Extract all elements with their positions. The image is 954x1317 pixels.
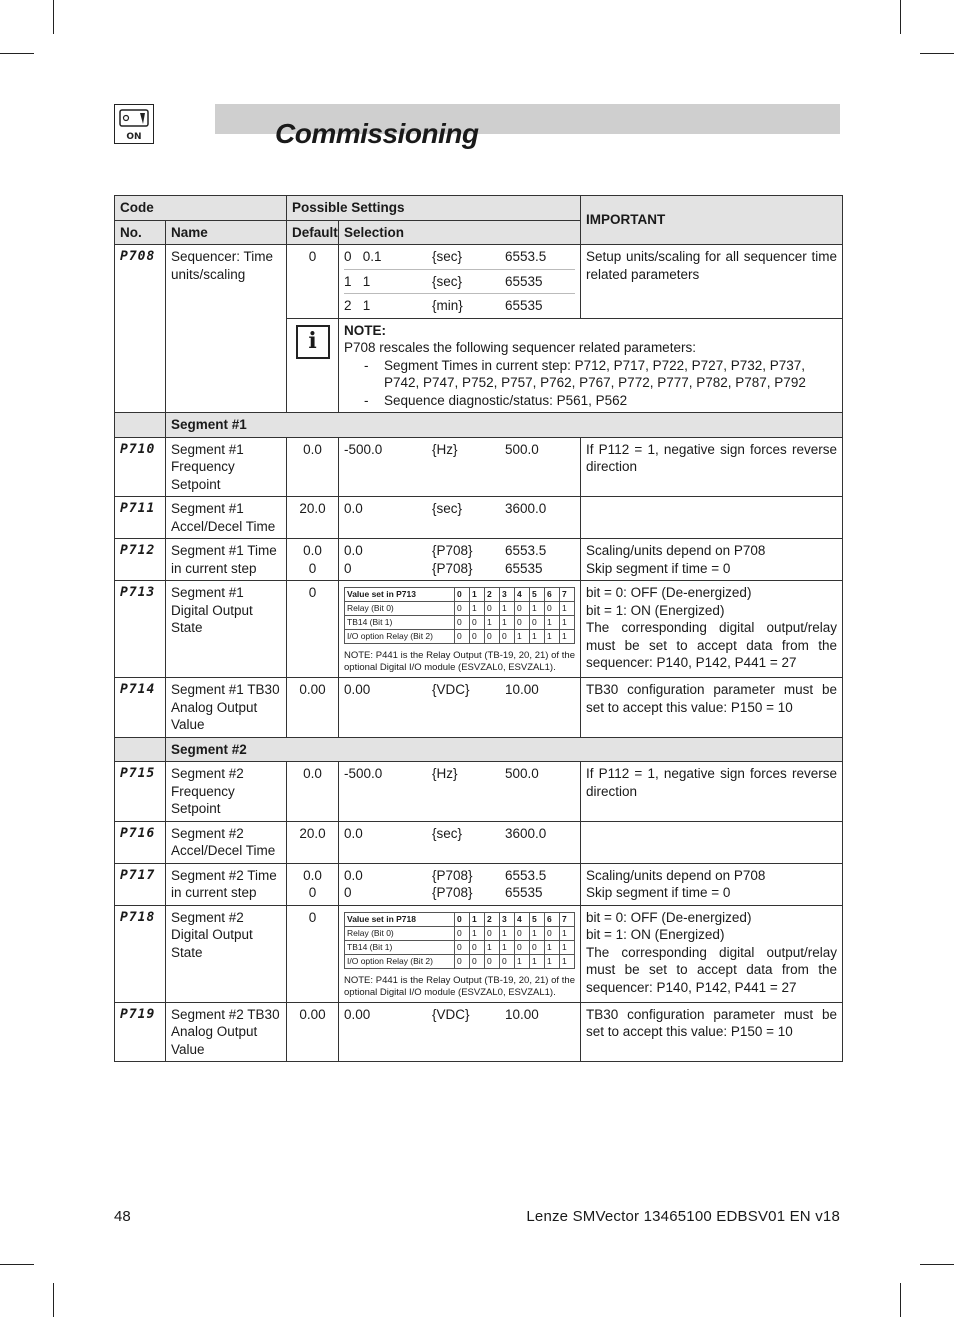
- param-selection: -500.0 {Hz} 500.0: [339, 437, 581, 497]
- note-item: - Sequence diagnostic/status: P561, P562: [364, 392, 837, 410]
- table-row: [115, 497, 843, 539]
- parameter-table: [114, 195, 843, 1062]
- header-selection: Selection: [339, 220, 581, 245]
- param-name: Segment #1 Time in current step: [166, 539, 287, 581]
- selection-value: 0 0.1: [344, 249, 382, 264]
- param-default: 0.00: [287, 1002, 339, 1062]
- param-name: Segment #2 TB30 Analog Output Value: [166, 1002, 287, 1062]
- param-important: If P112 = 1, negative sign forces reverse direction: [581, 762, 843, 822]
- param-selection: -500.0 {Hz} 500.0: [339, 762, 581, 822]
- param-important: Scaling/units depend on P708 Skip segment if time = 0: [581, 863, 843, 905]
- table-row: [115, 1002, 843, 1062]
- param-important: bit = 0: OFF (De-energized) bit = 1: ON (Energized) The corresponding digital output/relay must be set to accept data from the sequencer: P140, P142, P441 = 27: [581, 581, 843, 678]
- table-row: [115, 821, 843, 863]
- power-switch-icon: [114, 104, 154, 144]
- param-default: 0.00: [287, 678, 339, 738]
- param-default: 0: [287, 581, 339, 678]
- selection-unit: {min}: [432, 298, 463, 313]
- digital-output-table: Value set in P718 0 1 2 3 4 5 6 7 Relay (Bit 0) 0 1 0 1 0 1 0 1 TB14 (Bit 1) 0 0 1 1 0 0 1 1 I/O option Relay (Bit 2) 0 0 0 0 1 1 1 1: [344, 912, 575, 969]
- param-code: P715: [115, 762, 166, 822]
- note-text: P708 rescales the following sequencer related parameters:: [344, 340, 696, 355]
- param-code: P718: [115, 905, 166, 1002]
- param-code: P708: [115, 245, 166, 413]
- footer-reference: Lenze SMVector 13465100 EDBSV01 EN v18: [526, 1208, 840, 1225]
- table-row: [115, 905, 843, 1002]
- selection-max: 65535: [505, 273, 543, 289]
- param-selection: [339, 905, 581, 1002]
- crop-mark: [920, 1264, 954, 1265]
- param-selection: [339, 245, 581, 319]
- param-name: Segment #1 Frequency Setpoint: [166, 437, 287, 497]
- param-selection: 0.00 {VDC} 10.00: [339, 678, 581, 738]
- selection-value: 1 1: [344, 273, 371, 289]
- header-important: IMPORTANT: [581, 196, 843, 245]
- param-selection: 0.0 {sec} 3600.0: [339, 497, 581, 539]
- param-default: 0: [287, 245, 339, 319]
- param-selection: 0.0 {P708} 6553.5 0 {P708} 65535: [339, 539, 581, 581]
- selection-value: 2 1: [344, 298, 371, 313]
- param-default: 20.0: [287, 821, 339, 863]
- note-title: NOTE:: [344, 322, 386, 338]
- selection-unit: {sec}: [432, 273, 463, 289]
- param-selection: 0.0 {P708} 6553.5 0 {P708} 65535: [339, 863, 581, 905]
- digital-output-note: NOTE: P441 is the Relay Output (TB-19, 20, 21) of the optional Digital I/O module (ESVZAL0, ESVZAL1).: [344, 974, 575, 998]
- header-possible-settings: Possible Settings: [287, 196, 581, 221]
- header-code: Code: [115, 196, 287, 221]
- crop-mark: [53, 1283, 54, 1317]
- param-code: P710: [115, 437, 166, 497]
- param-important: [581, 821, 843, 863]
- param-name: Sequencer: Time units/scaling: [166, 245, 287, 413]
- param-default: 0: [287, 905, 339, 1002]
- selection-unit: {sec}: [432, 249, 463, 264]
- param-code: P717: [115, 863, 166, 905]
- param-important: TB30 configuration parameter must be set to accept this value: P150 = 10: [581, 1002, 843, 1062]
- param-name: Segment #1 Digital Output State: [166, 581, 287, 678]
- icon-label: ON: [126, 132, 142, 142]
- crop-mark: [0, 1264, 34, 1265]
- param-selection: [339, 581, 581, 678]
- table-row: [115, 539, 843, 581]
- segment-title: Segment #1: [166, 413, 843, 438]
- segment-title: Segment #2: [166, 737, 843, 762]
- param-code: P716: [115, 821, 166, 863]
- note-item: - Segment Times in current step: P712, P717, P722, P727, P732, P737, P742, P747, P752, P757, P762, P767, P772, P777, P782, P787, P792: [364, 357, 837, 392]
- table-row: [115, 762, 843, 822]
- digital-output-table: Value set in P713 0 1 2 3 4 5 6 7 Relay (Bit 0) 0 1 0 1 0 1 0 1 TB14 (Bit 1) 0 0 1 1 0 0 1 1 I/O option Relay (Bit 2) 0 0 0 0 1 1 1 1: [344, 587, 575, 644]
- param-code: P714: [115, 678, 166, 738]
- param-important: Setup units/scaling for all sequencer time related parameters: [581, 245, 843, 319]
- table-row: [115, 863, 843, 905]
- info-icon: i: [296, 325, 330, 359]
- param-default: 0.0: [287, 437, 339, 497]
- selection-max: 6553.5: [505, 249, 547, 264]
- param-important: [581, 497, 843, 539]
- header-default: Default: [287, 220, 339, 245]
- crop-mark: [0, 53, 34, 54]
- param-name: Segment #2 Frequency Setpoint: [166, 762, 287, 822]
- header-no: No.: [115, 220, 166, 245]
- table-header-row: [115, 196, 843, 221]
- table-row: [115, 437, 843, 497]
- param-name: Segment #1 Accel/Decel Time: [166, 497, 287, 539]
- param-name: Segment #2 Time in current step: [166, 863, 287, 905]
- selection-max: 65535: [505, 298, 543, 313]
- param-default: 20.0: [287, 497, 339, 539]
- digital-output-note: NOTE: P441 is the Relay Output (TB-19, 20, 21) of the optional Digital I/O module (ESVZAL0, ESVZAL1).: [344, 650, 575, 673]
- param-name: Segment #2 Digital Output State: [166, 905, 287, 1002]
- param-default: 0.0: [287, 762, 339, 822]
- param-important: If P112 = 1, negative sign forces reverse direction: [581, 437, 843, 497]
- note-cell: [339, 318, 843, 413]
- table-row: [115, 581, 843, 678]
- param-important: TB30 configuration parameter must be set to accept this value: P150 = 10: [581, 678, 843, 738]
- param-name: Segment #1 TB30 Analog Output Value: [166, 678, 287, 738]
- param-name: Segment #2 Accel/Decel Time: [166, 821, 287, 863]
- param-default: 0.0 0: [287, 863, 339, 905]
- param-important: Scaling/units depend on P708 Skip segment if time = 0: [581, 539, 843, 581]
- param-selection: 0.00 {VDC} 10.00: [339, 1002, 581, 1062]
- crop-mark: [900, 1283, 901, 1317]
- param-code: P711: [115, 497, 166, 539]
- page-number: 48: [114, 1208, 131, 1225]
- table-row: [115, 245, 843, 319]
- segment-header-row: [115, 737, 843, 762]
- segment-header-row: [115, 413, 843, 438]
- table-row: [115, 678, 843, 738]
- param-code: P719: [115, 1002, 166, 1062]
- param-code: P713: [115, 581, 166, 678]
- info-icon-cell: [287, 318, 339, 413]
- page-title: Commissioning: [275, 118, 479, 149]
- param-default: 0.0 0: [287, 539, 339, 581]
- crop-mark: [900, 0, 901, 34]
- param-selection: 0.0 {sec} 3600.0: [339, 821, 581, 863]
- note-list: [344, 357, 837, 410]
- param-code: P712: [115, 539, 166, 581]
- crop-mark: [920, 53, 954, 54]
- param-important: bit = 0: OFF (De-energized) bit = 1: ON (Energized) The corresponding digital output/relay must be set to accept data from the sequencer: P140, P142, P441 = 27: [581, 905, 843, 1002]
- crop-mark: [53, 0, 54, 34]
- header-name: Name: [166, 220, 287, 245]
